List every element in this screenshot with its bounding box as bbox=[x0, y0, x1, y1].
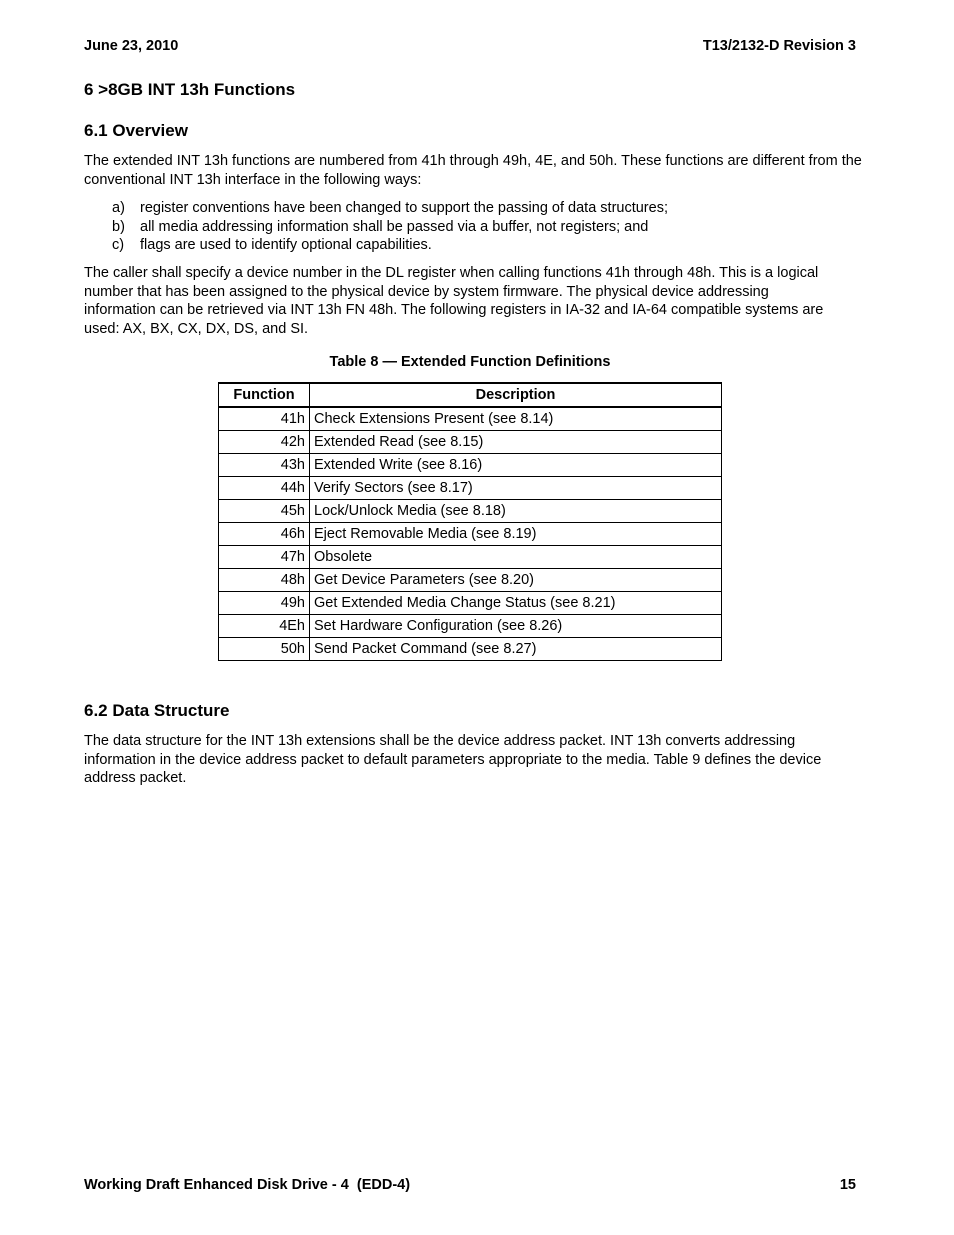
description-cell: Get Extended Media Change Status (see 8.21) bbox=[310, 592, 722, 615]
page-number: 15 bbox=[839, 1177, 856, 1193]
function-cell: 41h bbox=[219, 407, 310, 431]
table-row bbox=[219, 523, 722, 546]
table-row bbox=[219, 569, 722, 592]
header-doc-id: T13/2132-D Revision 3 bbox=[702, 38, 856, 54]
list-item bbox=[112, 218, 668, 237]
list-marker: a) bbox=[112, 200, 125, 216]
list-item-text: register conventions have been changed to support the passing of data structures; bbox=[140, 200, 668, 216]
description-cell: Get Device Parameters (see 8.20) bbox=[310, 569, 722, 592]
table-row bbox=[219, 407, 722, 431]
function-cell: 46h bbox=[219, 523, 310, 546]
table-row bbox=[219, 500, 722, 523]
function-cell: 44h bbox=[219, 477, 310, 500]
table-row bbox=[219, 454, 722, 477]
description-cell: Eject Removable Media (see 8.19) bbox=[310, 523, 722, 546]
function-cell: 4Eh bbox=[219, 615, 310, 638]
table-row bbox=[219, 546, 722, 569]
table-row bbox=[219, 615, 722, 638]
description-cell: Check Extensions Present (see 8.14) bbox=[310, 407, 722, 431]
table-header-row bbox=[219, 383, 722, 407]
differences-list bbox=[112, 199, 668, 255]
section-6-1-heading: 6.1 Overview bbox=[84, 121, 188, 140]
list-item bbox=[112, 199, 668, 218]
header-date: June 23, 2010 bbox=[84, 38, 179, 54]
list-item-text: flags are used to identify optional capabilities. bbox=[140, 237, 432, 254]
table-row bbox=[219, 431, 722, 454]
footer-document-title: Working Draft Enhanced Disk Drive - 4 (EDD-4) bbox=[84, 1177, 411, 1193]
description-cell: Extended Read (see 8.15) bbox=[310, 431, 722, 454]
table-row bbox=[219, 638, 722, 661]
section-6-2-heading: 6.2 Data Structure bbox=[84, 701, 230, 720]
function-cell: 45h bbox=[219, 500, 310, 523]
list-marker: b) bbox=[112, 218, 125, 235]
list-item-text: all media addressing information shall be passed via a buffer, not registers; and bbox=[140, 218, 649, 235]
description-cell: Lock/Unlock Media (see 8.18) bbox=[310, 500, 722, 523]
description-cell: Send Packet Command (see 8.27) bbox=[310, 638, 722, 661]
overview-register-paragraph: The caller shall specify a device number in the DL register when calling functions 41h through 48h. This is a logical number that has been assigned to the physical device by system firmware. The physical device addressing information can be retrieved via INT 13h FN 48h. The following registers in IA-32 and IA-64 compatible systems are used: AX, BX, CX, DX, DS, and SI. bbox=[84, 265, 824, 338]
data-structure-paragraph: The data structure for the INT 13h extensions shall be the device address packet. INT 13h converts addressing information in the device address packet to default parameters appropriate to the media. Table 9 defines the device address packet. bbox=[84, 733, 822, 787]
overview-intro-paragraph: The extended INT 13h functions are numbered from 41h through 49h, 4E, and 50h. These functions are different from the conventional INT 13h interface in the following ways: bbox=[84, 153, 862, 188]
function-column-header: Function bbox=[219, 383, 310, 407]
description-cell: Set Hardware Configuration (see 8.26) bbox=[310, 615, 722, 638]
function-cell: 42h bbox=[219, 431, 310, 454]
table-row bbox=[219, 592, 722, 615]
description-cell: Verify Sectors (see 8.17) bbox=[310, 477, 722, 500]
list-item bbox=[112, 236, 668, 255]
list-marker: c) bbox=[112, 237, 125, 254]
section-6-heading: 6 >8GB INT 13h Functions bbox=[84, 80, 296, 99]
function-cell: 50h bbox=[219, 638, 310, 661]
description-column-header: Description bbox=[310, 383, 722, 407]
description-cell: Obsolete bbox=[310, 546, 722, 569]
table-8-caption: Table 8 — Extended Function Definitions bbox=[329, 354, 611, 370]
function-cell: 47h bbox=[219, 546, 310, 569]
function-cell: 43h bbox=[219, 454, 310, 477]
extended-function-table bbox=[218, 382, 722, 661]
description-cell: Extended Write (see 8.16) bbox=[310, 454, 722, 477]
table-row bbox=[219, 477, 722, 500]
function-cell: 48h bbox=[219, 569, 310, 592]
function-cell: 49h bbox=[219, 592, 310, 615]
